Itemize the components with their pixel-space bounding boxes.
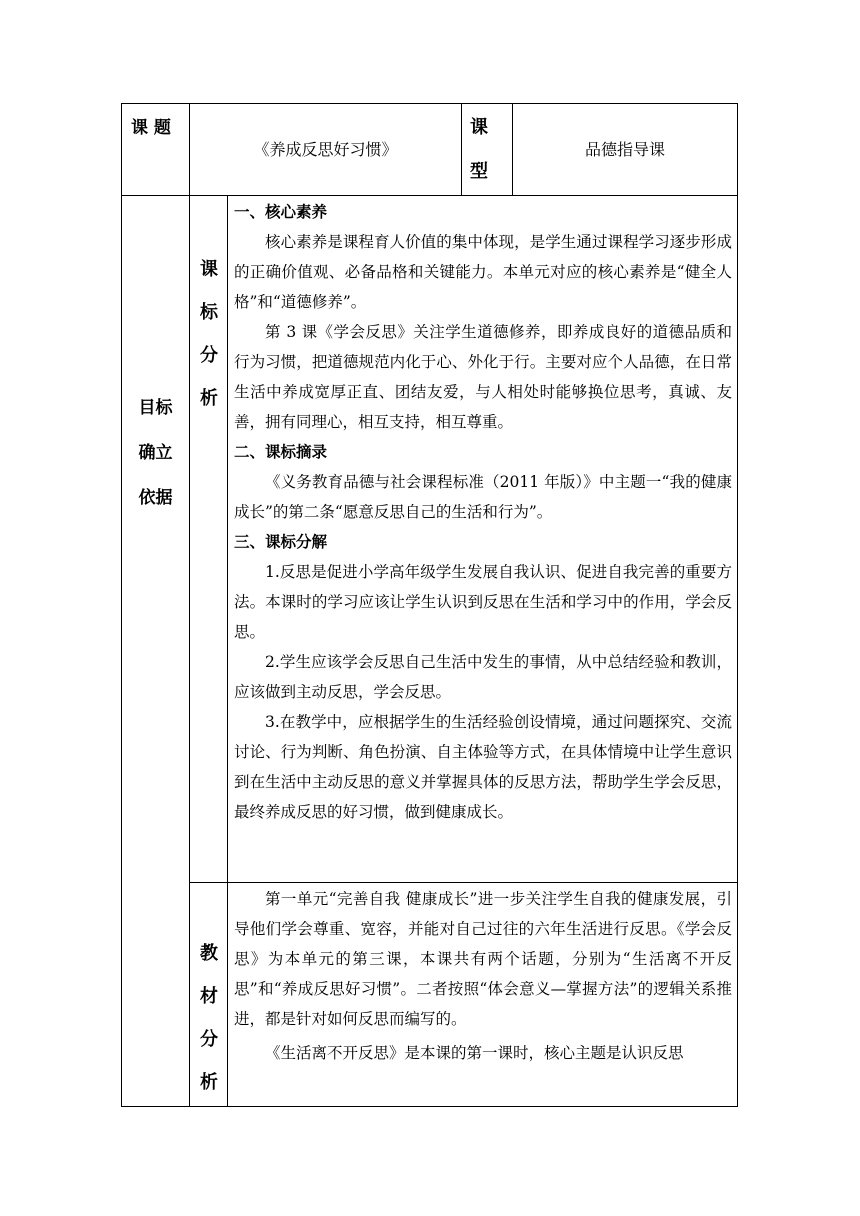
textbook-analysis-char-2: 材: [200, 986, 218, 1007]
paragraph: 第一单元“完善自我 健康成长”进一步关注学生自我的健康发展，引导他们学会尊重、宽容，并能对自己过往的六年生活进行反思。《学会反思》为本单元的第三课，本课共有两个话题，分别为“生活离不开反思”和“养成反思好习惯”。二者按照“体会意义—掌握方法”的逻辑关系推进，都是针对如何反思而编写的。: [234, 890, 732, 1028]
paragraph: 1.反思是促进小学高年级学生发展自我认识、促进自我完善的重要方法。本课时的学习应该让学生认识到反思在生活和学习中的作用，学会反思。: [234, 563, 732, 641]
paragraph: 3.在教学中，应根据学生的生活经验创设情境，通过问题探究、交流讨论、行为判断、角色扮演、自主体验等方式，在具体情境中让学生意识到在生活中主动反思的意义并掌握具体的反思方法，帮助学生学会反思，最终养成反思的好习惯，做到健康成长。: [234, 713, 732, 821]
textbook-analysis-char-1: 教: [200, 943, 218, 964]
curriculum-analysis-char-3: 分: [200, 345, 218, 366]
goal-basis-line-3: 依据: [138, 488, 173, 508]
curriculum-analysis-char-1: 课: [200, 259, 218, 280]
heading-standard-breakdown: 三、课标分解: [234, 533, 328, 551]
heading-standard-excerpt: 二、课标摘录: [234, 443, 328, 461]
paragraph: 核心素养是课程育人价值的集中体现，是学生通过课程学习逐步形成的正确价值观、必备品格和关键能力。本单元对应的核心素养是“健全人格”和“道德修养”。: [234, 233, 732, 311]
paragraph: 《义务教育品德与社会课程标准（2011 年版）》中主题一“我的健康成长”的第二条“愿意反思自己的生活和行为”。: [234, 473, 732, 521]
curriculum-analysis-content: [234, 197, 732, 827]
paragraph: 第 3 课《学会反思》关注学生道德修养，即养成良好的道德品质和行为习惯，把道德规范内化于心、外化于行。主要对应个人品德，在日常生活中养成宽厚正直、团结友爱，与人相处时能够换位思考，真诚、友善，拥有同理心，相互支持，相互尊重。: [234, 323, 732, 431]
table-left-border: [121, 103, 122, 1107]
curriculum-analysis-char-4: 析: [200, 388, 218, 409]
type-value: 品德指导课: [584, 140, 665, 159]
paragraph: 2.学生应该学会反思自己生活中发生的事情，从中总结经验和教训，应该做到主动反思，学会反思。: [234, 653, 732, 701]
table-top-border: [121, 103, 738, 104]
curriculum-analysis-label: [190, 248, 228, 420]
header-row-border: [121, 195, 738, 196]
paragraph: 《生活离不开反思》是本课的第一课时，核心主题是认识反思: [265, 1044, 684, 1062]
heading-core-literacy: 一、核心素养: [234, 203, 328, 221]
textbook-analysis-label: [190, 932, 228, 1104]
goal-basis-line-2: 确立: [138, 443, 173, 463]
topic-value: 《养成反思好习惯》: [253, 140, 398, 159]
textbook-analysis-char-4: 析: [200, 1072, 218, 1093]
type-label-2: 型: [470, 161, 488, 182]
goal-basis-line-1: 目标: [138, 398, 173, 418]
topic-label: 课 题: [131, 118, 171, 138]
type-label-1: 课: [470, 117, 488, 138]
section-divider: [189, 882, 738, 883]
curriculum-analysis-char-2: 标: [200, 302, 218, 323]
table-right-border: [737, 103, 738, 1107]
goal-basis-label: [122, 386, 189, 521]
textbook-analysis-content: [234, 884, 732, 1068]
table-bottom-border: [121, 1106, 738, 1107]
textbook-analysis-char-3: 分: [200, 1029, 218, 1050]
